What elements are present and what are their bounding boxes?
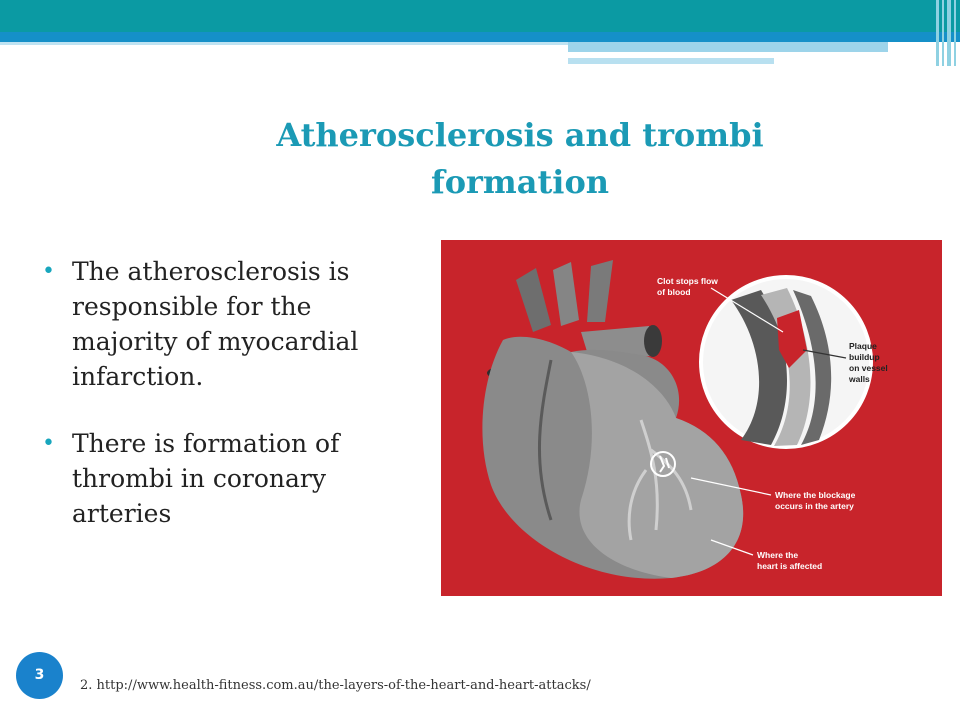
label-plaque-line-3: on vessel — [849, 363, 888, 373]
page-number-badge: 3 — [16, 652, 63, 699]
source-footnote: 2. http://www.health-fitness.com.au/the-layers-of-the-heart-and-heart-attacks/ — [80, 678, 591, 693]
slide-title — [200, 112, 840, 206]
label-plaque-line-2: buildup — [849, 352, 880, 362]
header-stripe — [0, 42, 568, 45]
header-band — [0, 0, 960, 32]
label-heart-line-1: Where the — [757, 550, 799, 560]
header-vertical-bar — [954, 0, 956, 66]
label-plaque-line-1: Plaque — [849, 341, 877, 351]
header-stripe-right — [568, 42, 888, 52]
label-blockage-line-1: Where the blockage — [775, 490, 856, 500]
bullet-item: • The atherosclerosis is responsible for the majority of myocardial infarction. — [42, 254, 402, 394]
label-clot-line-1: Clot stops flow — [657, 276, 718, 286]
heart-illustration — [441, 240, 942, 596]
bullet-item: • There is formation of thrombi in coronary arteries — [42, 426, 402, 531]
label-blockage-line-2: occurs in the artery — [775, 501, 854, 511]
header-band-secondary — [0, 32, 960, 42]
header-vertical-bar — [947, 0, 951, 66]
bullet-list — [42, 254, 402, 563]
label-clot-line-2: of blood — [657, 287, 691, 297]
label-heart-line-2: heart is affected — [757, 561, 823, 571]
header-vertical-bar — [936, 0, 939, 66]
header-vertical-bar — [942, 0, 944, 66]
label-plaque-line-4: walls — [849, 374, 870, 384]
title-line-2: formation — [430, 163, 610, 201]
header-stripe-lower — [568, 58, 774, 64]
title-line-1: Atherosclerosis and trombi — [276, 116, 764, 154]
vessel-opening — [644, 325, 662, 357]
